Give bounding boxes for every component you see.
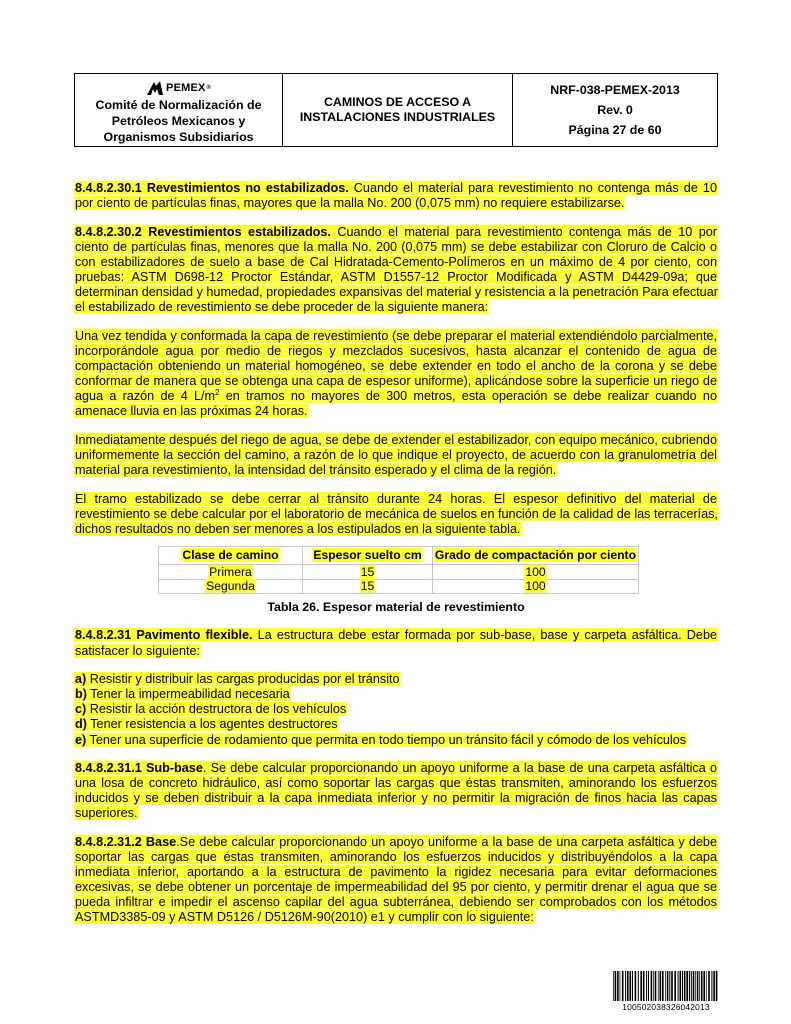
- cell-text: 15: [360, 564, 375, 579]
- barcode-bar: [653, 971, 654, 1001]
- barcode-bar: [691, 971, 692, 1001]
- barcode-bar: [655, 971, 657, 1001]
- barcode-bar: [630, 971, 632, 1001]
- barcode-bar: [669, 971, 670, 1001]
- barcode-bar: [660, 971, 662, 1001]
- barcode-bar: [695, 971, 696, 1001]
- barcode-bar: [706, 971, 707, 1001]
- section-30-1-heading: 8.4.8.2.30.1 Revestimientos no estabilizados.: [75, 181, 349, 195]
- list-letter: a): [75, 672, 87, 687]
- barcode-bar: [684, 971, 686, 1001]
- barcode-bar: [708, 971, 710, 1001]
- logo-text: PEMEX: [166, 81, 206, 94]
- barcode-bar: [627, 971, 629, 1001]
- pemex-eagle-icon: [146, 80, 164, 96]
- list-text: Tener la impermeabilidad necesaria: [86, 687, 290, 702]
- barcode-bar: [622, 971, 624, 1001]
- logo-registered: ®: [206, 84, 211, 91]
- section-31-heading: 8.4.8.2.31 Pavimento flexible.: [75, 628, 253, 643]
- doc-code: NRF-038-PEMEX-2013: [550, 82, 680, 97]
- list-letter: b): [75, 687, 87, 702]
- table-header-cell: [303, 547, 433, 565]
- cell-text: 15: [360, 579, 375, 594]
- table-cell: [303, 579, 433, 594]
- requirements-list: [74, 672, 718, 747]
- superscript: 2: [215, 388, 220, 398]
- barcode-bar: [651, 971, 653, 1001]
- document-body: [74, 181, 718, 939]
- table-row: [159, 579, 639, 594]
- barcode-bar: [671, 971, 673, 1001]
- list-text: Resistir la acción destructora de los vehículos: [86, 702, 347, 717]
- header-clase: Clase de camino: [182, 548, 279, 563]
- barcode-bar: [713, 971, 715, 1001]
- paragraph-tendida-text-b: en tramos no mayores de 300 metros, esta operación se debe realizar cuando no amenace lluvia en las próximas 24 horas.: [75, 389, 717, 419]
- list-item: [74, 717, 718, 732]
- table-cell: [303, 565, 433, 580]
- cell-text: 100: [525, 564, 546, 579]
- list-item: [74, 672, 718, 687]
- table-cell: [433, 565, 639, 580]
- list-item: [74, 702, 718, 717]
- barcode-bar: [620, 971, 621, 1001]
- barcode-bar: [617, 971, 619, 1001]
- table-cell: [159, 579, 303, 594]
- cell-text: Primera: [209, 564, 252, 579]
- table-row: [159, 565, 639, 580]
- section-31-2: [74, 835, 718, 926]
- section-31-text: La estructura debe estar formada por sub-base, base y carpeta asfáltica. Debe satisfacer lo siguiente:: [75, 628, 717, 658]
- committee-line-2: Petróleos Mexicanos y: [111, 113, 246, 128]
- barcode-bar: [711, 971, 712, 1001]
- barcode-number: 100502038326042013: [622, 1002, 710, 1012]
- barcode-bar: [703, 971, 705, 1001]
- table-cell: [159, 565, 303, 580]
- table-cell: [433, 579, 639, 594]
- list-text: Tener una superficie de rodamiento que permita en todo tiempo un tránsito fácil y cómodo de los vehículos: [86, 732, 687, 747]
- barcode-bar: [646, 971, 647, 1001]
- paragraph-tendida-text-a: Una vez tendida y conformada la capa de revestimiento (se debe preparar el material extendiéndolo parcialmente, incorporándole agua por medio de riegos y mezclados sucesivos, hasta alcanzar el contenido de agua de compactación obteniendo un material homogéneo, se debe extender en todo el ancho de la corona y se debe conformar de manera que se obtenga una capa de espesor uniforme), aplicándose sobre la superficie un riego de agua a razón de 4 L/m: [75, 328, 717, 404]
- page-number: Página 27 de 60: [568, 122, 662, 137]
- cell-text: Segunda: [206, 579, 255, 594]
- barcode-bar: [682, 971, 683, 1001]
- paragraph-tendida: [74, 329, 718, 420]
- section-30-2-text: Cuando el material para revestimiento contenga más de 10 por ciento de partículas finas, menores que la malla No. 200 (0,075 mm) se debe estabilizar con Cloruro de Calcio o con estabilizadores de suelo a base de Cal Hidratada-Cemento-Polímeros en un máximo de 4 por ciento, con pruebas: ASTM D698-12 Proctor Estándar, ASTM D1557-12 Proctor Modificada y ASTM D4429-09a; que determinan densidad y humedad, propiedades expansivas del material y resistencia a la penetración Para efectuar el estabilizado de revestimiento se debe proceder de la siguiente manera:: [75, 224, 718, 315]
- paragraph-riego: [74, 433, 718, 478]
- paragraph-riego-text: Inmediatamente después del riego de agua, se debe de extender el estabilizador, con equipo mecánico, cubriendo uniformemente la sección del camino, a razón de lo que indique el proyecto, de acuerdo con la granulometría del material para revestimiento, la intensidad del tránsito esperado y el clima de la región.: [75, 432, 717, 477]
- barcode-bar: [674, 971, 676, 1001]
- barcode-bar: [638, 971, 639, 1001]
- barcode-bar: [632, 971, 633, 1001]
- barcode-bar: [662, 971, 664, 1001]
- barcode-bar: [625, 971, 626, 1001]
- barcode-bar: [697, 971, 699, 1001]
- barcode-bar: [689, 971, 690, 1001]
- doc-info-cell: [513, 74, 717, 146]
- list-item: [74, 733, 718, 748]
- barcode-bar: [665, 971, 666, 1001]
- committee-line-1: Comité de Normalización de: [95, 97, 262, 112]
- list-text: Resistir y distribuir las cargas producidas por el tránsito: [86, 672, 400, 687]
- list-letter: e): [75, 732, 87, 747]
- section-31-1: [74, 761, 718, 821]
- barcode-bar: [701, 971, 703, 1001]
- header-grado: Grado de compactación por ciento: [434, 548, 637, 563]
- barcode-bar: [716, 971, 718, 1001]
- paragraph-tramo-text: El tramo estabilizado se debe cerrar al tránsito durante 24 horas. El espesor definitivo del material de revestimiento se debe calcular por el laboratorio de mecánica de suelos en función de la calidad de las terracerías, dichos resultados no deben ser menores a los estipulados en la siguiente tabla.: [75, 491, 718, 536]
- barcode-bar: [699, 971, 700, 1001]
- barcode-bar: [615, 971, 617, 1001]
- header-espesor: Espesor suelto cm: [313, 548, 422, 563]
- list-item: [74, 687, 718, 702]
- barcode-bar: [678, 971, 679, 1001]
- barcode-bar: [635, 971, 637, 1001]
- pemex-logo: [146, 80, 211, 96]
- title-cell: [283, 74, 513, 146]
- section-30-1-text: Cuando el material para revestimiento no contenga más de 10 por ciento de partículas finas, mayores que la malla No. 200 (0,075 mm) no requiere estabilizarse.: [75, 181, 717, 211]
- list-letter: d): [75, 717, 87, 732]
- paragraph-tramo: [74, 492, 718, 537]
- section-31: [74, 628, 718, 658]
- list-letter: c): [75, 702, 87, 717]
- committee-line-3: Organismos Subsidiarios: [103, 129, 254, 144]
- section-30-1: [74, 181, 718, 211]
- title-line-2: INSTALACIONES INDUSTRIALES: [299, 110, 496, 124]
- committee-cell: [75, 74, 283, 146]
- section-30-2: [74, 225, 718, 316]
- barcode-bar: [640, 971, 642, 1001]
- barcode-bar: [643, 971, 645, 1001]
- thickness-table: [158, 546, 639, 594]
- section-31-2-heading: 8.4.8.2.31.2 Base: [75, 835, 177, 849]
- section-31-2-text: .Se debe calcular proporcionando un apoyo uniforme a la base de una carpeta asfáltica y debe soportar las cargas que éstas transmiten, aminorando los esfuerzos inducidos y distribuyéndolos a la capa inmediata inferior, aportando a la estructura de pavimento la rigidez necesaria para evitar deformaciones excesivas, se debe obtener un porcentaje de impermeabilidad del 95 por ciento, y permitir drenar el agua que se pueda infiltrar e impedir el ascenso capilar del agua subterránea, debiendo ser comprobados con los métodos ASTMD3385-09 y ASTM D5126 / D5126M-90(2010) e1 y cumplir con lo siguiente:: [75, 835, 717, 925]
- section-30-2-heading: 8.4.8.2.30.2 Revestimientos estabilizados.: [75, 224, 331, 239]
- barcode-bar: [667, 971, 669, 1001]
- document-header: [74, 73, 718, 147]
- table-caption: Tabla 26. Espesor material de revestimiento: [267, 600, 525, 615]
- cell-text: 100: [525, 579, 546, 594]
- table-header-row: [159, 547, 639, 565]
- barcode-bar: [680, 971, 682, 1001]
- section-31-1-text: . Se debe calcular proporcionando un apoyo uniforme a la base de una carpeta asfáltica o una losa de concreto hidráulico, así como soportar las cargas que éstas transmiten, aminorando los esfuerzos inducidos y se deben distribuir a la capa inmediata inferior y no permitir la migración de finos hacia las capas superiores.: [75, 761, 717, 821]
- title-line-1: CAMINOS DE ACCESO A: [323, 95, 472, 109]
- barcode-bar: [686, 971, 688, 1001]
- barcode-bar: [648, 971, 649, 1001]
- barcode-bar: [658, 971, 659, 1001]
- barcode-icon: [612, 971, 719, 1001]
- table-header-cell: [433, 547, 639, 565]
- revision: Rev. 0: [597, 102, 633, 117]
- list-text: Tener resistencia a los agentes destructores: [86, 717, 338, 732]
- section-31-1-heading: 8.4.8.2.31.1 Sub-base: [75, 761, 203, 776]
- barcode-bar: [613, 971, 614, 1001]
- table-header-cell: [159, 547, 303, 565]
- table-wrapper: [74, 546, 718, 594]
- barcode-bar: [693, 971, 695, 1001]
